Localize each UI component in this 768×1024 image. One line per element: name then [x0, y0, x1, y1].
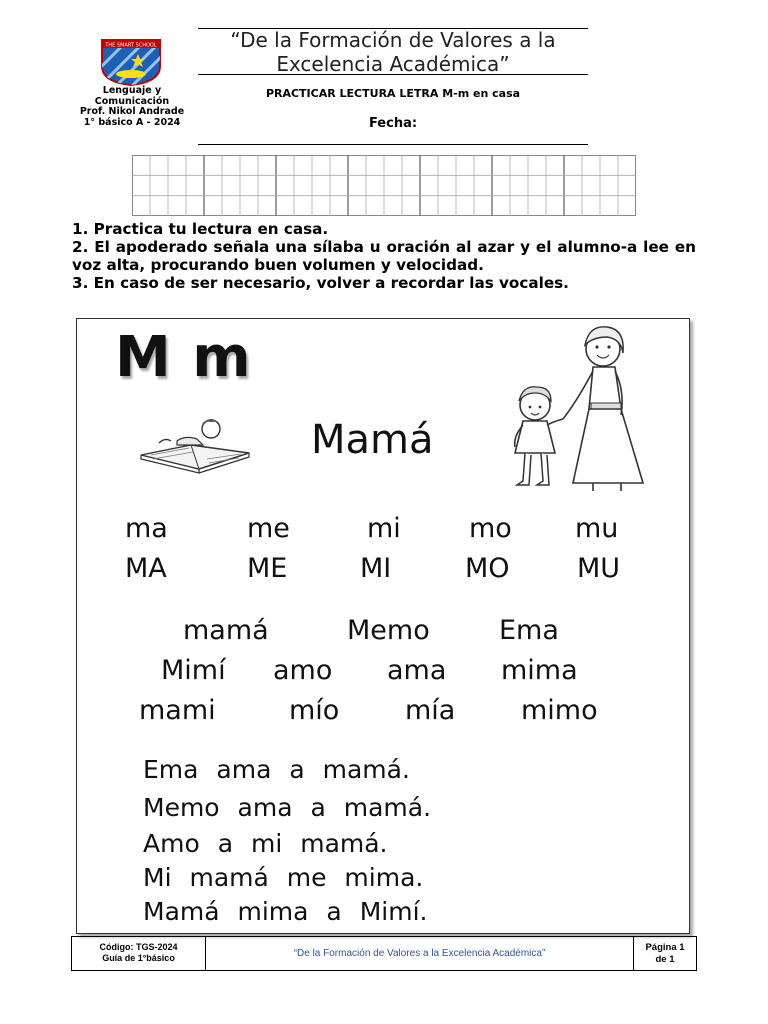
- teacher-name: Prof. Nikol Andrade: [79, 106, 185, 117]
- syllable-lower: me: [247, 513, 290, 544]
- practice-word: mima: [501, 655, 578, 686]
- syllable-upper: MI: [360, 553, 392, 584]
- sentence-1: Ema ama a mamá.: [143, 755, 410, 784]
- words-row-1: [77, 615, 689, 651]
- big-letters: M m: [115, 325, 252, 390]
- school-info: [66, 86, 198, 128]
- sentence-4: Mi mamá me mima.: [143, 863, 424, 892]
- syllable-lower: ma: [125, 513, 168, 544]
- mother-and-child-illustration: [497, 321, 647, 493]
- motto-line-1: “De la Formación de Valores a la: [230, 28, 556, 52]
- footer-page-total: de 1: [655, 954, 675, 965]
- school-subject-line-1: Lenguaje y: [102, 85, 162, 96]
- lesson-card: [76, 318, 690, 934]
- practice-word: mamá: [183, 615, 269, 646]
- syllable-upper: MA: [125, 553, 167, 584]
- syllable-upper: MO: [465, 553, 510, 584]
- header-rule-bottom: [198, 144, 588, 145]
- header-motto: [198, 28, 588, 76]
- school-logo: [100, 38, 162, 86]
- practice-word: Mimí: [161, 655, 226, 686]
- instructions: [72, 220, 696, 292]
- motto-line-2: Excelencia Académica”: [276, 52, 510, 76]
- syllables-uppercase-row: [77, 553, 689, 589]
- footer-code-cell: [72, 937, 206, 970]
- words-row-3: [77, 695, 689, 731]
- logo-text: THE SMART SCHOOL: [105, 42, 157, 49]
- sentence-5: Mamá mima a Mimí.: [143, 897, 428, 926]
- practice-word: mío: [289, 695, 340, 726]
- worksheet-subtitle: PRACTICAR LECTURA LETRA M-m en casa: [265, 87, 521, 100]
- sentence-2: Memo ama a mamá.: [143, 793, 432, 822]
- instruction-3: 3. En caso de ser necesario, volver a recordar las vocales.: [72, 274, 569, 292]
- instruction-2: 2. El apoderado señala una sílaba u oración al azar y el alumno-a lee en voz alta, procurando buen volumen y velocidad.: [72, 238, 696, 274]
- practice-word: Ema: [499, 615, 559, 646]
- syllable-lower: mu: [575, 513, 619, 544]
- footer-motto: “De la Formación de Valores a la Excelencia Académica”: [206, 937, 634, 970]
- practice-word: Memo: [347, 615, 430, 646]
- footer-page-number: Página 1: [645, 942, 685, 953]
- practice-word: amo: [273, 655, 333, 686]
- header-rule-middle: [198, 74, 588, 75]
- practice-word: mía: [405, 695, 456, 726]
- footer-page-cell: [634, 937, 696, 970]
- writing-grid: [132, 155, 636, 216]
- words-row-2: [77, 655, 689, 691]
- practice-word: mami: [139, 695, 216, 726]
- class-year: 1° básico A - 2024: [83, 116, 181, 128]
- instruction-1: 1. Practica tu lectura en casa.: [72, 220, 329, 238]
- syllable-lower: mi: [367, 513, 401, 544]
- school-subject-line-2: Comunicación: [94, 95, 170, 107]
- girl-reading-book-illustration: [137, 415, 253, 475]
- syllable-upper: ME: [247, 553, 288, 584]
- page-footer: [71, 936, 697, 971]
- footer-guide: Guía de 1°básico: [102, 953, 175, 963]
- date-label: Fecha:: [368, 116, 418, 131]
- footer-code: Código: TGS-2024: [99, 942, 178, 952]
- syllable-upper: MU: [577, 553, 621, 584]
- practice-word: ama: [387, 655, 447, 686]
- sentence-3: Amo a mi mamá.: [143, 829, 388, 858]
- main-word: Mamá: [311, 417, 434, 463]
- practice-word: mimo: [521, 695, 598, 726]
- syllable-lower: mo: [469, 513, 512, 544]
- syllables-lowercase-row: [77, 513, 689, 549]
